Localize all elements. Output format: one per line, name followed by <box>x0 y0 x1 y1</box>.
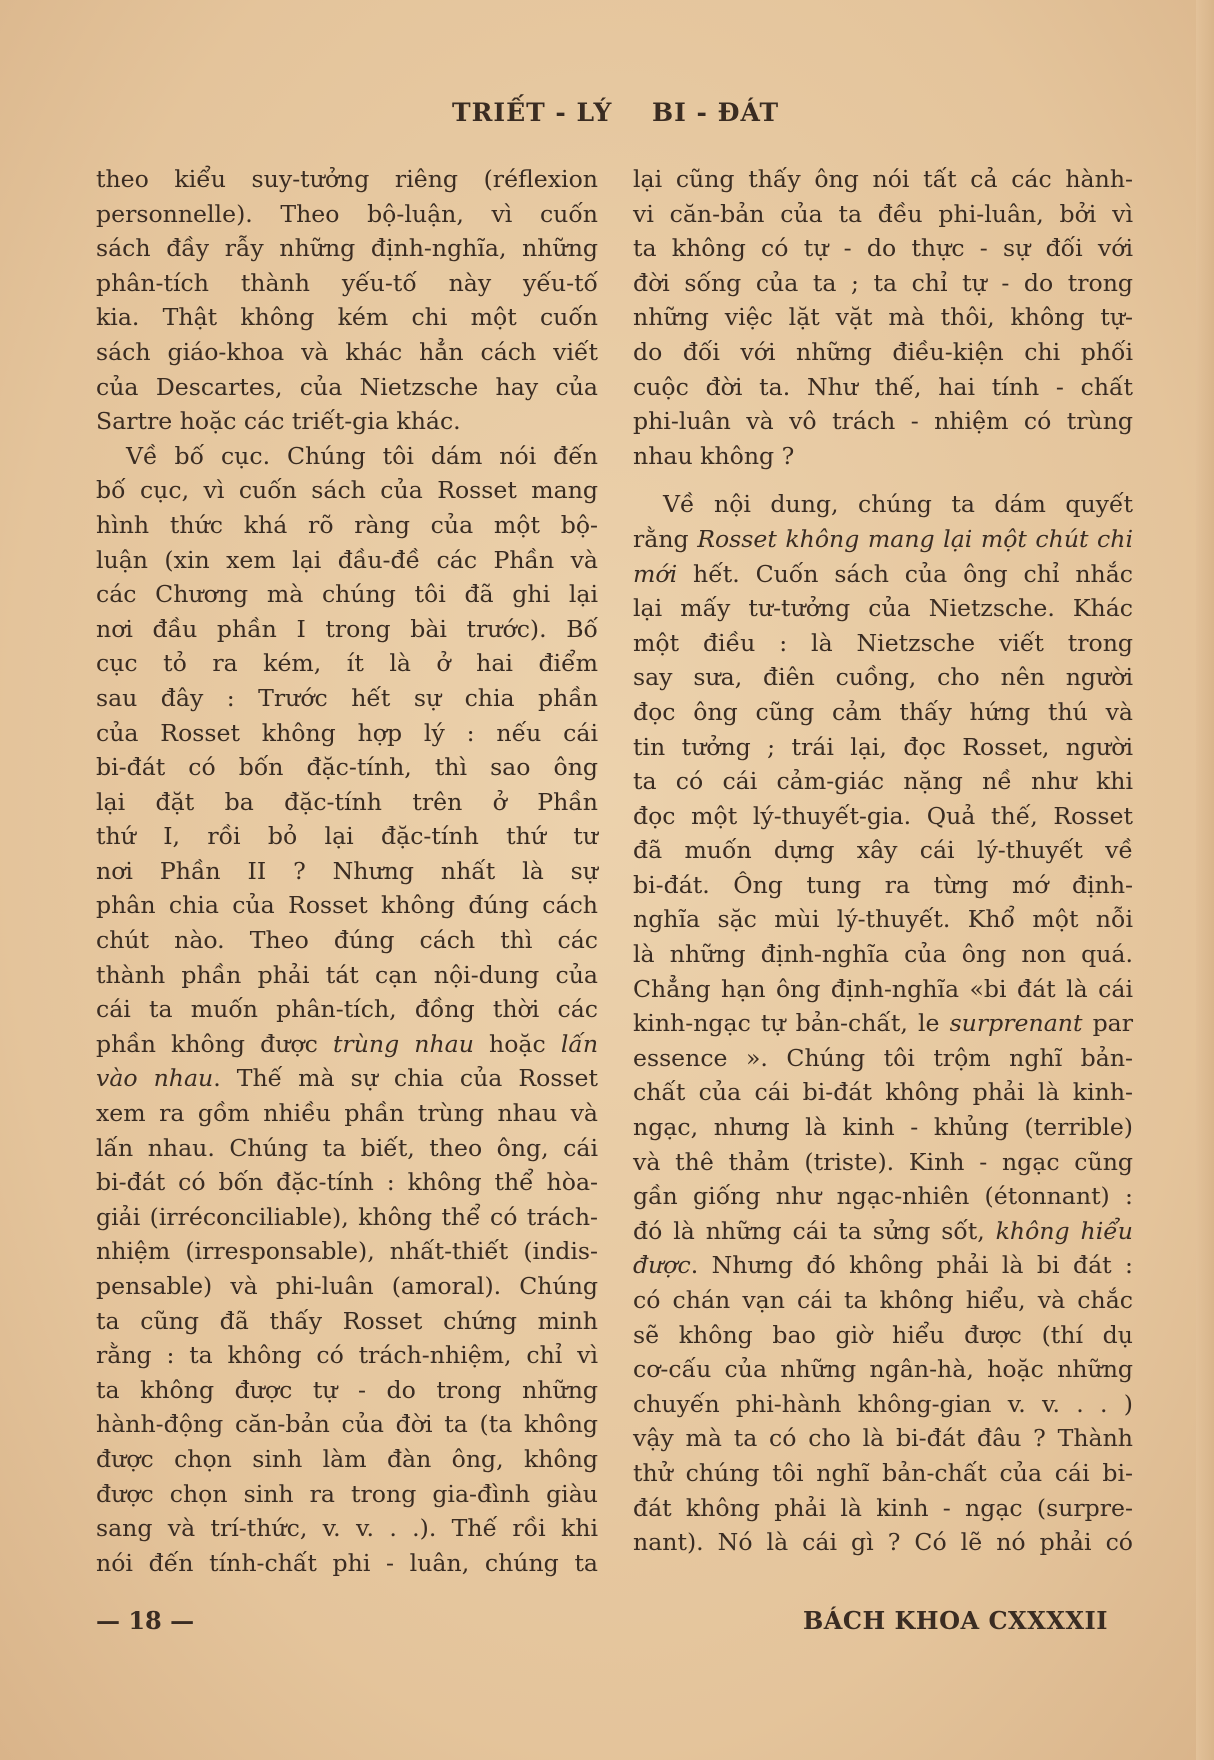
text-line <box>633 1318 1133 1353</box>
line-text: thứ I, rồi bỏ lại đặc-tính thứ tư <box>96 822 598 851</box>
line-text: tin tưởng ; trái lại, đọc Rosset, người <box>633 732 1133 761</box>
left-column <box>96 162 598 1580</box>
line-text: hết. Cuốn sách của ông chỉ nhắc <box>693 559 1133 588</box>
line-text: đời sống của ta ; ta chỉ tự - do trong <box>633 268 1133 297</box>
text-line <box>633 162 1133 197</box>
line-text: là những định-nghĩa của ông non quá. <box>633 940 1133 969</box>
text-line <box>96 300 598 335</box>
text-line <box>96 1511 598 1546</box>
text-line <box>96 1304 598 1339</box>
line-text: bi-đát. Ông tung ra từng mớ định- <box>633 870 1133 899</box>
text-line <box>633 902 1133 937</box>
text-line <box>96 992 598 1027</box>
text-line <box>96 370 598 405</box>
line-text: ta không có tự - do thực - sự đối với <box>633 234 1133 263</box>
paragraph-gap <box>633 473 1133 487</box>
text-line <box>633 1283 1133 1318</box>
line-text: được chọn sinh ra trong gia-đình giàu <box>96 1479 598 1508</box>
text-line <box>96 162 598 197</box>
line-text: luận (xin xem lại đầu-đề các Phần và <box>96 545 598 574</box>
text-line <box>633 1006 1133 1041</box>
text-line <box>633 626 1133 661</box>
line-text: hoặc <box>489 1029 546 1058</box>
text-line <box>96 1442 598 1477</box>
text-line <box>633 404 1133 439</box>
text-line <box>633 1352 1133 1387</box>
text-line <box>96 577 598 612</box>
text-line <box>96 197 598 232</box>
text-line <box>96 1546 598 1581</box>
text-line <box>633 1387 1133 1422</box>
text-line <box>96 231 598 266</box>
line-text: cuộc đời ta. Như thế, hai tính - chất <box>633 372 1133 401</box>
text-line <box>633 1456 1133 1491</box>
line-text: sang và trí-thức, v. v. . .). Thế rồi khi <box>96 1514 598 1543</box>
text-line <box>96 1477 598 1512</box>
line-text: phân-tích thành yếu-tố này yếu-tố <box>96 268 598 297</box>
line-text: một điều : là Nietzsche viết trong <box>633 628 1133 657</box>
text-line <box>96 854 598 889</box>
text-line <box>633 439 1133 474</box>
text-line <box>633 1248 1133 1283</box>
line-text: các Chương mà chúng tôi đã ghi lại <box>96 580 598 609</box>
line-text: đã muốn dựng xây cái lý-thuyết về <box>633 836 1133 865</box>
line-text: lại cũng thấy ông nói tất cả các hành- <box>633 165 1133 193</box>
line-text: Về nội dung, chúng ta dám quyết <box>663 490 1133 519</box>
text-line <box>96 266 598 301</box>
text-line <box>633 591 1133 626</box>
text-line <box>633 799 1133 834</box>
text-line <box>633 695 1133 730</box>
text-line <box>633 1075 1133 1110</box>
line-text: gần giống như ngạc-nhiên (étonnant) : <box>633 1182 1133 1211</box>
line-text: nơi đầu phần I trong bài trước). Bố <box>96 614 598 643</box>
line-text: những việc lặt vặt mà thôi, không tự- <box>633 303 1133 332</box>
text-line <box>96 716 598 751</box>
text-line <box>633 370 1133 405</box>
line-text: thử chúng tôi nghĩ bản-chất của cái bi- <box>633 1458 1133 1487</box>
text-line <box>633 1179 1133 1214</box>
text-line <box>633 266 1133 301</box>
italic-text: surprenant <box>949 1009 1083 1038</box>
line-text: hình thức khá rõ ràng của một bộ- <box>96 510 598 539</box>
line-text: ta không được tự - do trong những <box>96 1375 598 1404</box>
line-text: đát không phải là kinh - ngạc (surpre- <box>633 1493 1133 1522</box>
line-text: đó là những cái ta sửng sốt, <box>633 1216 985 1245</box>
text-line <box>633 197 1133 232</box>
line-text: . Thế mà sự chia của Rosset <box>213 1064 598 1093</box>
line-text: giải (irréconciliable), không thể có trách- <box>96 1202 598 1231</box>
line-text: bi-đát có bốn đặc-tính : không thể hòa- <box>96 1168 598 1197</box>
line-text: đọc ông cũng cảm thấy hứng thú và <box>633 697 1133 726</box>
line-text: nơi Phần II ? Nhưng nhất là sự <box>96 856 598 885</box>
line-text: Sartre hoặc các triết-gia khác. <box>96 407 461 436</box>
line-text: ta cũng đã thấy Rosset chứng minh <box>96 1306 598 1335</box>
line-text: xem ra gồm nhiều phần trùng nhau và <box>96 1099 598 1128</box>
line-text: rằng : ta không có trách-nhiệm, chỉ vì <box>96 1341 598 1370</box>
text-line <box>96 750 598 785</box>
text-line <box>96 785 598 820</box>
text-line <box>633 1421 1133 1456</box>
line-text: cục tỏ ra kém, ít là ở hai điểm <box>96 649 598 678</box>
running-header <box>0 98 1214 138</box>
line-text: sẽ không bao giờ hiểu được (thí dụ <box>633 1320 1133 1349</box>
line-text: sách giáo-khoa và khác hẳn cách viết <box>96 337 598 366</box>
text-line <box>96 1407 598 1442</box>
line-text: nhau không ? <box>633 441 795 470</box>
line-text: của Descartes, của Nietzsche hay của <box>96 372 598 401</box>
text-line <box>633 937 1133 972</box>
text-line <box>96 923 598 958</box>
header-right: BI - ĐÁT <box>652 98 780 127</box>
text-line <box>96 1269 598 1304</box>
page-footer <box>0 1606 1214 1646</box>
line-text: cơ-cấu của những ngân-hà, hoặc những <box>633 1355 1133 1384</box>
text-line <box>96 404 598 439</box>
text-line <box>633 1491 1133 1526</box>
line-text: phân chia của Rosset không đúng cách <box>96 891 598 920</box>
line-text: vi căn-bản của ta đều phi-luân, bởi vì <box>633 199 1133 228</box>
line-text: được chọn sinh làm đàn ông, không <box>96 1444 598 1473</box>
text-line <box>633 487 1133 522</box>
text-line <box>96 1234 598 1269</box>
line-text: ta có cái cảm-giác nặng nề như khi <box>633 767 1133 796</box>
line-text: essence ». Chúng tôi trộm nghĩ bản- <box>633 1043 1133 1072</box>
text-line <box>96 646 598 681</box>
italic-text: trùng nhau <box>332 1029 474 1058</box>
text-line <box>96 543 598 578</box>
text-line <box>96 439 598 474</box>
line-text: nghĩa sặc mùi lý-thuyết. Khổ một nỗi <box>633 905 1133 934</box>
right-column <box>633 162 1133 1560</box>
italic-text: vào nhau <box>96 1064 214 1093</box>
italic-text: mới <box>633 559 678 588</box>
italic-text: được <box>633 1251 691 1280</box>
line-text: phần không được <box>96 1029 318 1058</box>
line-text: có chán vạn cái ta không hiểu, và chắc <box>633 1286 1133 1314</box>
magazine-issue: BÁCH KHOA CXXXXII <box>803 1606 1108 1635</box>
text-line <box>96 819 598 854</box>
line-text: rằng <box>633 524 689 553</box>
line-text: lại mấy tư-tưởng của Nietzsche. Khác <box>633 594 1133 623</box>
line-text: nant). Nó là cái gì ? Có lẽ nó phải có <box>633 1528 1133 1557</box>
text-line <box>633 764 1133 799</box>
line-text: lại đặt ba đặc-tính trên ở Phần <box>96 787 598 816</box>
line-text: sách đầy rẫy những định-nghĩa, những <box>96 234 598 263</box>
text-line <box>96 1200 598 1235</box>
text-line <box>96 1027 598 1062</box>
text-line <box>633 1145 1133 1180</box>
text-line <box>633 557 1133 592</box>
text-line <box>96 1061 598 1096</box>
text-line <box>96 473 598 508</box>
line-text: chuyến phi-hành không-gian v. v. . . ) <box>633 1389 1133 1418</box>
text-line <box>96 1131 598 1166</box>
line-text: cái ta muốn phân-tích, đồng thời các <box>96 995 598 1024</box>
line-text: lấn nhau. Chúng ta biết, theo ông, cái <box>96 1133 598 1162</box>
line-text: hành-động căn-bản của đời ta (ta không <box>96 1410 598 1439</box>
text-line <box>96 1165 598 1200</box>
page-number: — 18 — <box>96 1606 195 1635</box>
text-line <box>96 335 598 370</box>
text-line <box>633 1525 1133 1560</box>
text-line <box>633 833 1133 868</box>
text-line <box>633 1041 1133 1076</box>
text-line <box>633 972 1133 1007</box>
line-text: personnelle). Theo bộ-luận, vì cuốn <box>96 199 598 228</box>
text-line <box>633 300 1133 335</box>
line-text: sau đây : Trước hết sự chia phần <box>96 683 598 712</box>
line-text: đọc một lý-thuyết-gia. Quả thế, Rosset <box>633 801 1133 830</box>
line-text: bố cục, vì cuốn sách của Rosset mang <box>96 476 598 505</box>
line-text: phi-luân và vô trách - nhiệm có trùng <box>633 407 1133 436</box>
text-line <box>633 1110 1133 1145</box>
line-text: theo kiểu suy-tưởng riêng (réflexion <box>96 165 598 193</box>
line-text: vậy mà ta có cho là bi-đát đâu ? Thành <box>633 1424 1133 1453</box>
text-line <box>633 1214 1133 1249</box>
line-text: say sưa, điên cuồng, cho nên người <box>633 663 1133 692</box>
line-text: nhiệm (irresponsable), nhất-thiết (indis- <box>96 1237 598 1266</box>
text-line <box>633 231 1133 266</box>
text-line <box>96 958 598 993</box>
line-text: kinh-ngạc tự bản-chất, le <box>633 1009 940 1038</box>
text-line <box>96 888 598 923</box>
text-line <box>633 522 1133 557</box>
page-edge <box>1196 0 1214 1760</box>
line-text: của Rosset không hợp lý : nếu cái <box>96 718 598 747</box>
italic-text: lấn <box>560 1029 599 1058</box>
text-line <box>96 1338 598 1373</box>
line-text: nói đến tính-chất phi - luân, chúng ta <box>96 1548 598 1577</box>
line-text: bi-đát có bốn đặc-tính, thì sao ông <box>96 753 598 782</box>
text-line <box>96 612 598 647</box>
line-text: và thê thảm (triste). Kinh - ngạc cũng <box>633 1147 1133 1176</box>
line-text: par <box>1092 1009 1134 1038</box>
line-text: Chẳng hạn ông định-nghĩa «bi đát là cái <box>633 974 1133 1003</box>
text-line <box>633 335 1133 370</box>
text-line <box>96 508 598 543</box>
text-line <box>633 730 1133 765</box>
header-left: TRIẾT - LÝ <box>452 98 613 127</box>
line-text: do đối với những điều-kiện chi phối <box>633 337 1133 366</box>
line-text: kia. Thật không kém chi một cuốn <box>96 303 598 332</box>
italic-text: Rosset không mang lại một chút chi <box>697 524 1133 553</box>
text-line <box>96 681 598 716</box>
text-line <box>96 1096 598 1131</box>
line-text: . Nhưng đó không phải là bi đát : <box>690 1251 1133 1280</box>
line-text: chất của cái bi-đát không phải là kinh- <box>633 1078 1133 1107</box>
line-text: chút nào. Theo đúng cách thì các <box>96 926 598 955</box>
line-text: ngạc, nhưng là kinh - khủng (terrible) <box>633 1113 1133 1142</box>
line-text: pensable) và phi-luân (amoral). Chúng <box>96 1272 598 1300</box>
text-line <box>633 660 1133 695</box>
text-line <box>96 1373 598 1408</box>
text-line <box>633 868 1133 903</box>
line-text: Về bố cục. Chúng tôi dám nói đến <box>126 441 598 470</box>
italic-text: không hiểu <box>995 1216 1133 1245</box>
line-text: thành phần phải tát cạn nội-dung của <box>96 960 598 989</box>
